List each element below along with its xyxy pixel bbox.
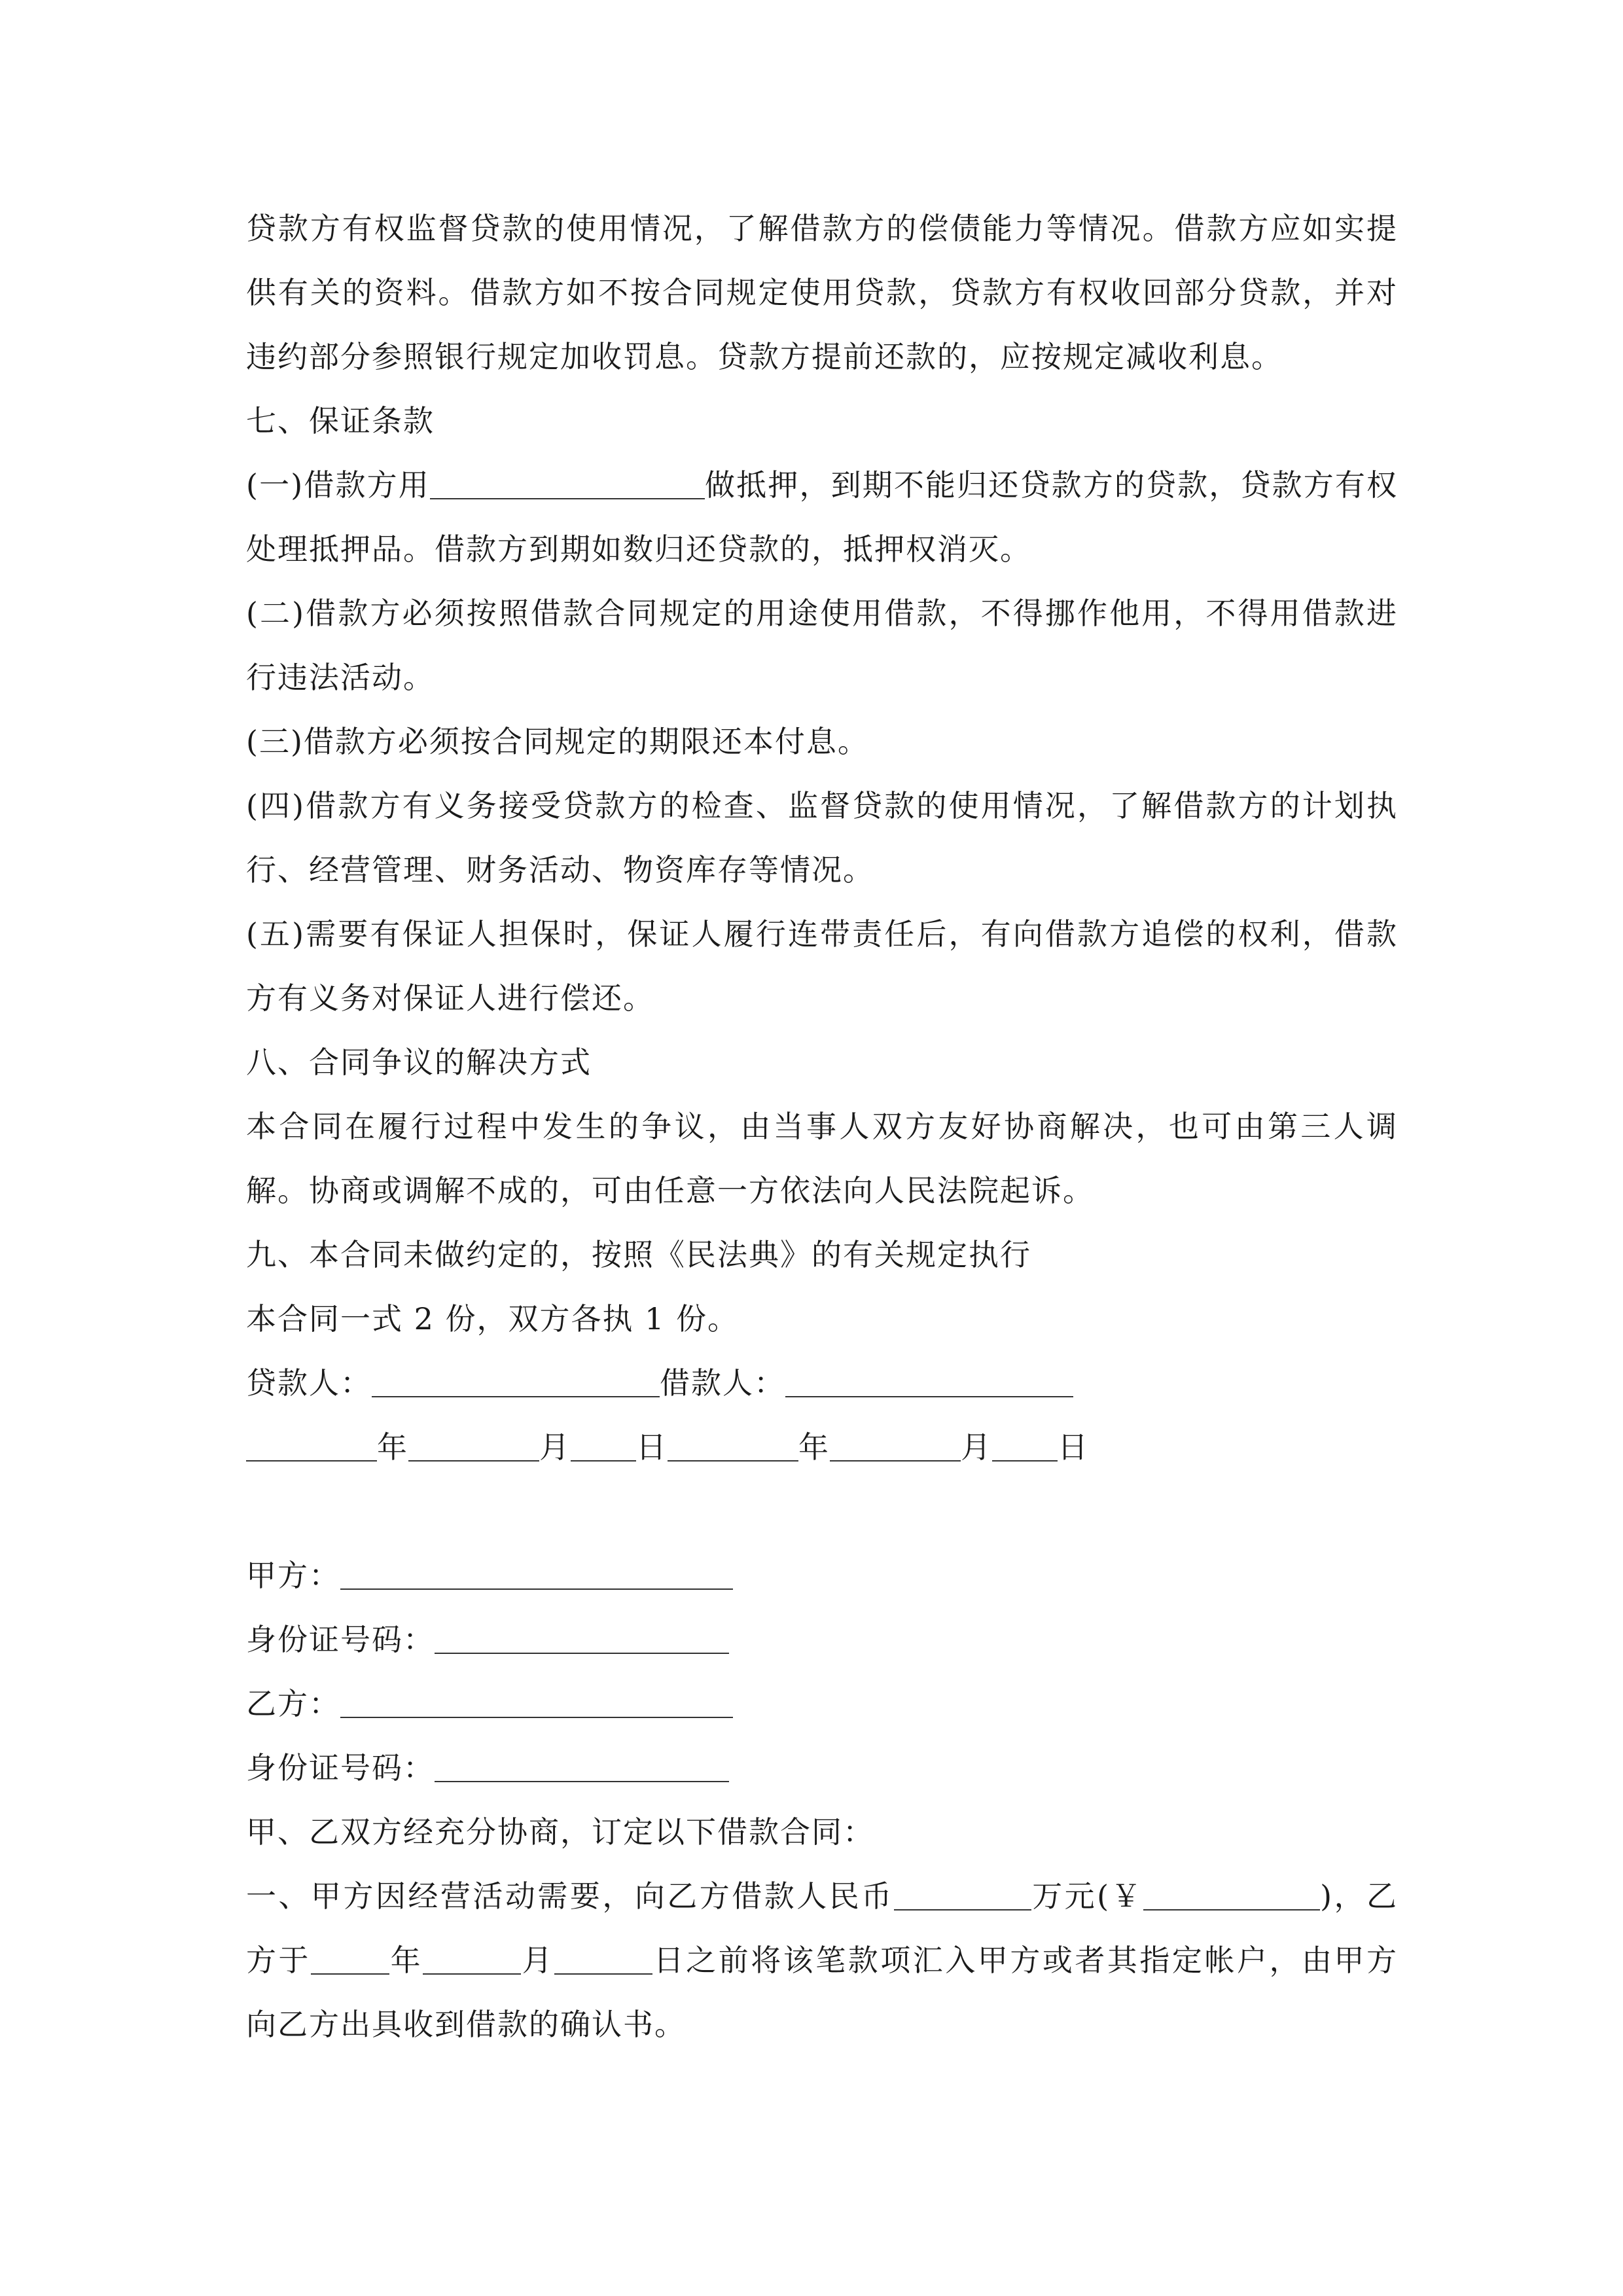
contract-clause-1 bbox=[246, 1864, 1398, 2056]
section-spacer bbox=[246, 1479, 1398, 1543]
amount-figures-blank bbox=[1143, 1876, 1320, 1910]
lender-day-blank bbox=[571, 1427, 636, 1462]
clause-7-1 bbox=[246, 453, 1398, 581]
party-b-label: 乙方： bbox=[246, 1686, 340, 1721]
clause-1-prefix: 一、甲方因经营活动需要，向乙方借款人民币 bbox=[246, 1878, 894, 1914]
clause-7-1-prefix: (一)借款方用 bbox=[246, 467, 430, 503]
day-label-2: 日 bbox=[1058, 1429, 1089, 1465]
day-label: 日 bbox=[636, 1429, 668, 1465]
transfer-month-blank bbox=[423, 1941, 521, 1975]
party-a-label: 甲方： bbox=[246, 1558, 340, 1593]
month-label: 月 bbox=[539, 1429, 571, 1465]
transfer-year-blank bbox=[311, 1941, 389, 1975]
lender-month-blank bbox=[408, 1427, 539, 1462]
date-line bbox=[246, 1415, 1398, 1479]
clause-7-4: (四)借款方有义务接受贷款方的检查、监督贷款的使用情况，了解借款方的计划执行、经营管理、财务活动、物资库存等情况。 bbox=[246, 788, 1398, 888]
copies-statement: 本合同一式 2 份，双方各执 1 份。 bbox=[246, 1301, 740, 1336]
party-a-id-line bbox=[246, 1607, 1398, 1672]
year-label: 年 bbox=[377, 1429, 408, 1465]
clause-7-5: (五)需要有保证人担保时，保证人履行连带责任后，有向借款方追偿的权利，借款方有义务对保证人进行偿还。 bbox=[246, 916, 1398, 1016]
transfer-year-label: 年 bbox=[389, 1943, 423, 1978]
year-label-2: 年 bbox=[798, 1429, 830, 1465]
clause-7-1-suffix: 做抵押，到期不能归还贷款方的贷款，贷款方有权处理抵押品。借款方到期如数归还贷款的，抵押权消灭。 bbox=[246, 467, 1398, 567]
party-a-blank bbox=[340, 1556, 733, 1590]
clause-1-close: )， bbox=[1320, 1878, 1366, 1914]
clause-7-heading: 七、保证条款 bbox=[246, 403, 435, 439]
transfer-month-label: 月 bbox=[521, 1943, 555, 1978]
clause-1-party-b: 乙方于 bbox=[246, 1878, 1398, 1978]
party-b-id-line bbox=[246, 1736, 1398, 1800]
lender-year-blank bbox=[246, 1427, 377, 1462]
borrower-label: 借款人： bbox=[660, 1365, 785, 1401]
lender-label: 贷款人： bbox=[246, 1365, 372, 1401]
borrower-year-blank bbox=[668, 1427, 798, 1462]
borrower-month-blank bbox=[830, 1427, 961, 1462]
clause-1-rest: 日之前将该笔款项汇入甲方或者其指定帐户，由甲方向乙方出具收到借款的确认书。 bbox=[246, 1943, 1399, 2042]
borrower-blank bbox=[785, 1363, 1073, 1397]
party-a-id-blank bbox=[435, 1620, 729, 1654]
party-b-id-blank bbox=[435, 1748, 729, 1782]
transfer-day-blank bbox=[554, 1941, 652, 1975]
contract-intro: 甲、乙双方经充分协商，订定以下借款合同： bbox=[246, 1814, 874, 1850]
lender-blank bbox=[372, 1363, 660, 1397]
clause-7-2: (二)借款方必须按照借款合同规定的用途使用借款，不得挪作他用，不得用借款进行违法活动。 bbox=[246, 596, 1398, 695]
clause-8-text: 本合同在履行过程中发生的争议，由当事人双方友好协商解决，也可由第三人调解。协商或调解不成的，可由任意一方依法向人民法院起诉。 bbox=[246, 1109, 1398, 1208]
month-label-2: 月 bbox=[961, 1429, 992, 1465]
clause-7-3: (三)借款方必须按合同规定的期限还本付息。 bbox=[246, 724, 869, 759]
document-body bbox=[246, 196, 1398, 2056]
signature-line bbox=[246, 1351, 1398, 1415]
amount-words-blank bbox=[894, 1876, 1031, 1910]
party-a-line bbox=[246, 1543, 1398, 1607]
clause-9-heading: 九、本合同未做约定的，按照《民法典》的有关规定执行 bbox=[246, 1237, 1031, 1272]
collateral-blank bbox=[430, 465, 705, 499]
clause-8-heading: 八、合同争议的解决方式 bbox=[246, 1045, 592, 1080]
borrower-day-blank bbox=[992, 1427, 1058, 1462]
clause-1-currency: 万元(￥ bbox=[1031, 1878, 1144, 1914]
party-b-blank bbox=[340, 1684, 733, 1718]
clause-6-text: 贷款方有权监督贷款的使用情况，了解借款方的偿债能力等情况。借款方应如实提供有关的资料。借款方如不按合同规定使用贷款，贷款方有权收回部分贷款，并对违约部分参照银行规定加收罚息。贷款方提前还款的，应按规定减收利息。 bbox=[246, 211, 1398, 374]
party-b-id-label: 身份证号码： bbox=[246, 1750, 435, 1785]
party-b-line bbox=[246, 1672, 1398, 1736]
party-a-id-label: 身份证号码： bbox=[246, 1622, 435, 1657]
